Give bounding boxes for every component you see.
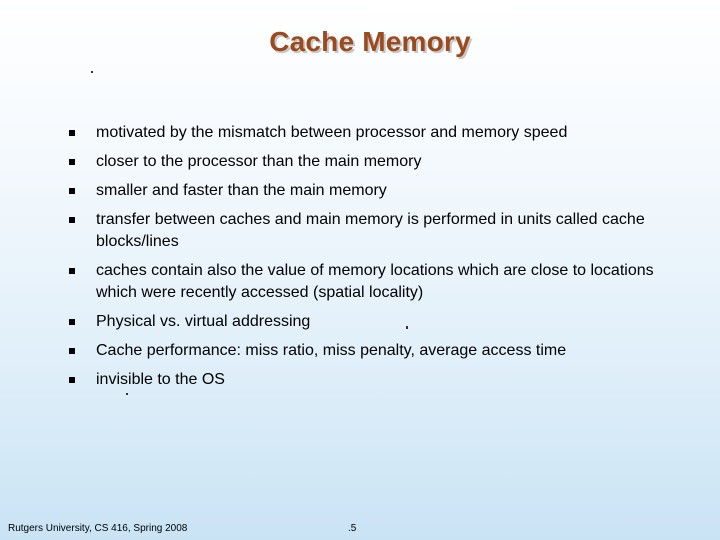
bullet-item <box>66 260 666 304</box>
stray-mark <box>126 393 128 395</box>
bullet-text: smaller and faster than the main memory <box>96 182 387 199</box>
bullet-text: motivated by the mismatch between processor and memory speed <box>96 124 568 141</box>
bullet-item <box>66 209 666 253</box>
stray-mark <box>406 326 408 329</box>
bullet-text: Physical vs. virtual addressing <box>96 313 311 330</box>
square-bullet-icon <box>69 130 75 136</box>
stray-mark <box>91 71 93 73</box>
footer-source: Rutgers University, CS 416, Spring 2008 <box>8 523 188 534</box>
square-bullet-icon <box>69 159 75 165</box>
bullet-item <box>66 369 666 391</box>
bullet-item <box>66 180 666 202</box>
page-number: .5 <box>348 523 357 534</box>
bullet-list <box>66 122 666 398</box>
bullet-text: Cache performance: miss ratio, miss penalty, average access time <box>96 342 567 359</box>
slide-title: Cache Memory <box>269 26 471 57</box>
square-bullet-icon <box>69 319 75 325</box>
square-bullet-icon <box>69 377 75 383</box>
bullet-text: invisible to the OS <box>96 371 225 388</box>
bullet-text: transfer between caches and main memory is performed in units called cache blocks/lines <box>96 211 645 250</box>
bullet-text: caches contain also the value of memory locations which are close to locations which were recently accessed (spatial locality) <box>96 262 654 301</box>
bullet-item <box>66 340 666 362</box>
bullet-item <box>66 311 666 333</box>
square-bullet-icon <box>69 348 75 354</box>
bullet-item <box>66 151 666 173</box>
square-bullet-icon <box>69 268 75 274</box>
bullet-item <box>66 122 666 144</box>
square-bullet-icon <box>69 188 75 194</box>
bullet-text: closer to the processor than the main memory <box>96 153 422 170</box>
square-bullet-icon <box>69 217 75 223</box>
